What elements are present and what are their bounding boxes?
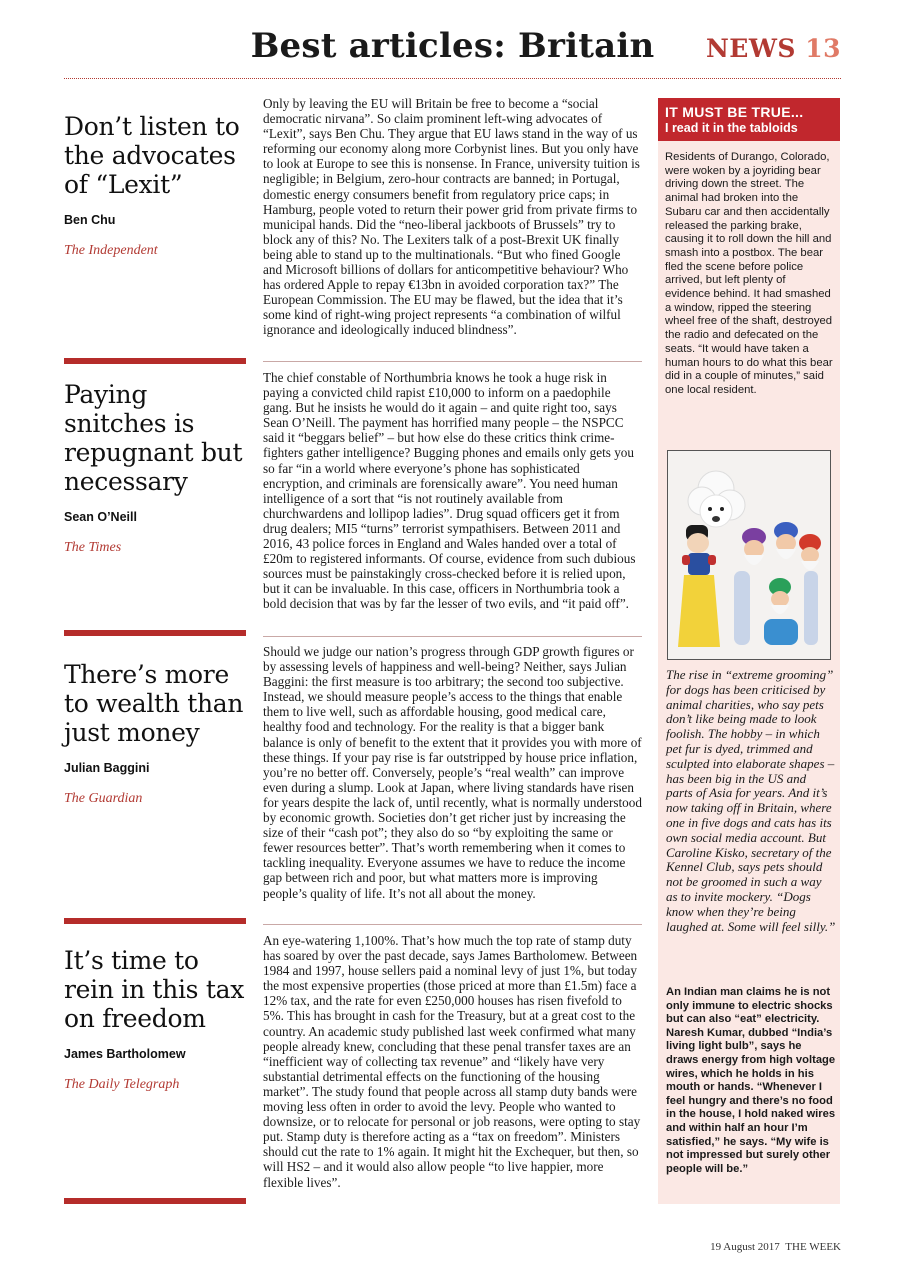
red-rule [64, 358, 246, 364]
article-text: Only by leaving the EU will Britain be free to become a “social democratic nirvana”. So claim prominent left-wing advocates of “Lexit”, says Ben Chu. They argue that EU laws stand in the way of us reforming our economy along more Corbynist lines. But you only have to look at Europe to see this is nonsense. In France, university tuition is negligible; in Belgium, zero-hour contracts are banned; in Portugal, domestic energy consumers benefit from regulatory price caps; in Hamburg, people voted to return their power grid from private firms to municipal hands. Did the “neo-liberal jackboots of Brussels” try to block any of this? No. The Lexiters talk of a post-Brexit UK finally being able to stand up to the multinationals. “But who fined Google and Microsoft billions of dollars for anticompetitive behaviour? Who has ordered Apple to repay €13bn in avoided corporation tax?” The European Commission. The EU may be flawed, but the idea that it’s some kind of right-wing project represents “a combination of wilful ignorance and ideologically induced blindness”. [263, 96, 640, 338]
top-dotted-rule [64, 78, 841, 79]
page-footer [710, 1241, 841, 1253]
article-2-heading [64, 358, 246, 556]
sidebar-banner [658, 98, 840, 141]
article-3-heading [64, 630, 246, 807]
footer-publication: THE WEEK [785, 1241, 841, 1253]
red-rule [64, 630, 246, 636]
article-source: The Guardian [64, 791, 143, 806]
dwarf-figures [734, 522, 821, 645]
article-headline: It’s time to rein in this tax on freedom [64, 946, 245, 1033]
article-text: An eye-watering 1,100%. That’s how much the top rate of stamp duty has soared by over the past decade, says James Bartholomew. Between 1984 and 1997, house sellers paid a nominal levy of just 1%, but today the most expensive properties (those priced at more than £1.5m) face a 12% tax, and the rate for even £250,000 houses has risen fivefold to 5%. This has brought in cash for the Treasury, but at a great cost to the country. An academic study published last week confirmed what many people already knew, concluding that these penal transfer taxes are an “inefficient way of collecting tax revenue” and “likely have very substantial detrimental effects on the functioning of the housing market”. The study found that people across all stamp duty bands were moving less often in order to avoid the levy. People who wanted to downsize, or to relocate for personal or job reasons, were opting to stay put. Stamp duty is therefore acting as a “tax on freedom”. Ministers should cut the rate to 1% again. It might hit the Exchequer, but then, so will HS2 – and it would also allow people “to live happier, more flexible lives”. [263, 933, 641, 1190]
sidebar-story-2: An Indian man claims he is not only immune to electric shocks but can also “eat” electricity. Naresh Kumar, dubbed “India’s living light bulb”, says he draws energy from high voltage wires, which he holds in his mouth or hands. “Whenever I feel hungry and there’s no food in the house, I hold naked wires and within half an hour I’m satisfied,” he says. “My wife is not impressed but surely other people will be.” [666, 986, 836, 1175]
section-name: NEWS [705, 34, 796, 63]
article-text: The chief constable of Northumbria knows he took a huge risk in paying a convicted child rapist £10,000 to inform on a paedophile gang. But he insists he would do it again – and quite right too, says Sean O’Neill. The payment has horrified many people – the NSPCC said it “beggars belief” – but how else do these critics think crime-fighters gather intelligence? Bugging phones and emails only gets you so far “in a world where everyone’s phone has sophisticated encryption, and criminals are forensically aware”. You need human intelligence of a sort that “is not routinely available from churchwardens and lollipop ladies”. Drug squad officers get it from drug dealers; MI5 “turns” terrorist sympathisers. Between 2011 and 2016, 43 police forces in England and Wales handed over a total of £20m to registered informants. Of course, evidence from such dubious sources must be painstakingly cross-checked before it is relied upon, but it can be invaluable. In this case, officers in Northumbria took a bold decision that was by far the lesser of two evils, and “it paid off”. [263, 370, 636, 612]
article-divider [263, 924, 642, 925]
photo-caption: The rise in “extreme grooming” for dogs has been criticised by animal charities, who say pets don’t like being made to look foolish. The hobby – in which pet fur is dyed, trimmed and sculpted into elaborate shapes – has been big in the US and parts of Asia for years. And it’s now taking off in Britain, where one in five dogs and cats has its own social media account. But Caroline Kisko, secretary of the Kennel Club, says pets should not be groomed in such a way as to invite mockery. “Dogs know when they’re being laughed at. Some will feel silly.” [666, 667, 836, 934]
article-headline: Don’t listen to the advocates of “Lexit” [64, 112, 240, 199]
article-1-body [263, 96, 642, 338]
groomed-dog-photo [667, 450, 831, 660]
page-title: Best articles: Britain [250, 26, 655, 66]
article-4-body [263, 933, 642, 1190]
article-source: The Daily Telegraph [64, 1077, 180, 1092]
red-rule [64, 1198, 246, 1204]
article-source: The Independent [64, 243, 158, 258]
dog-sculpture-icon [668, 451, 830, 659]
page-number: 13 [805, 34, 841, 63]
article-1-heading [64, 112, 246, 259]
article-author: Sean O’Neill [64, 510, 137, 524]
article-headline: Paying snitches is repugnant but necessary [64, 380, 243, 496]
article-author: Julian Baggini [64, 761, 150, 775]
footer-date: 19 August 2017 [710, 1241, 780, 1253]
section-label [706, 34, 841, 63]
article-3-body [263, 644, 642, 901]
article-source: The Times [64, 540, 122, 555]
article-4-heading [64, 918, 246, 1093]
article-divider [263, 361, 642, 362]
tabloid-sidebar [658, 98, 840, 1204]
article-divider [263, 636, 642, 637]
article-text: Should we judge our nation’s progress through GDP growth figures or by assessing levels of happiness and well-being? Neither, says Julian Baggini: the first measure is too arbitrary; the second too subjective. Instead, we should measure people’s access to the things that enable them to live well, such as affordable housing, good medical care, healthy food and technology. For the reality is that a bigger bank balance is only of benefit to the extent that it provides you with more of these things. If your pay rise is far outstripped by house price inflation, you’re no better off. Conversely, people’s “real wealth” can improve even during a slump. Look at Japan, where living standards have risen for years despite the lack of, until recently, what is normally understood by economic growth. Societies don’t get richer just by increasing the size of their “cash pot”; they also do so “by exploiting the same or fewer resources better”. That’s worth remembering when it comes to tackling inequality. Everyone assumes we have to reduce the income gap between rich and poor, but what matters more is improving people’s quality of life. It’s not all about the money. [263, 644, 642, 901]
article-author: Ben Chu [64, 213, 116, 227]
banner-subtitle: I read it in the tabloids [665, 121, 798, 135]
article-2-body [263, 370, 642, 612]
banner-title: IT MUST BE TRUE... [665, 104, 804, 120]
article-headline: There’s more to wealth than just money [64, 660, 244, 747]
sidebar-story: Residents of Durango, Colorado, were woken by a joyriding bear driving down the street. The animal had broken into the Subaru car and then accidentally released the parking brake, causing it to roll down the hill and smash into a postbox. The bear fled the scene before police arrived, but left plenty of evidence behind. It had smashed a window, ripped the steering wheel free of the shaft, destroyed the radio and defecated on the seats. “It would have taken a human hours to do what this bear did in a couple of minutes,” said one local resident. [665, 151, 833, 396]
red-rule [64, 918, 246, 924]
article-author: James Bartholomew [64, 1047, 186, 1061]
